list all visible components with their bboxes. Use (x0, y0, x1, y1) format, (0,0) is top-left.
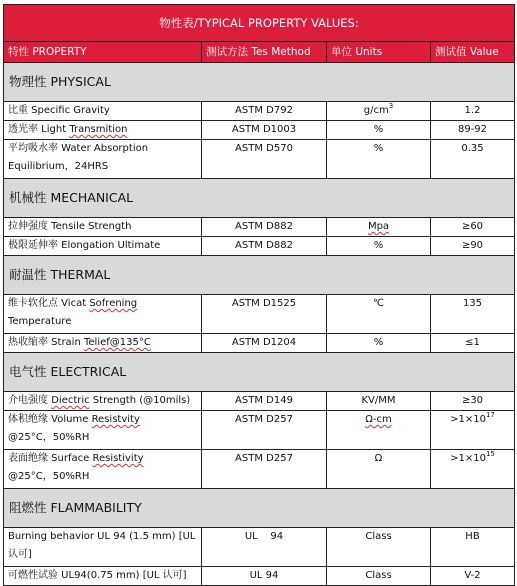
property-method: ASTM D882 (202, 237, 327, 256)
table-row (4, 121, 515, 140)
property-name: 拉伸强度 Tensile Strength (4, 218, 202, 237)
property-method: ASTM D1003 (202, 121, 327, 140)
property-method: ASTM D1204 (202, 334, 327, 353)
table-row (4, 295, 515, 334)
section-row-mechanical (4, 179, 515, 218)
section-title-thermal: 耐温性 THERMAL (4, 256, 515, 295)
property-unit: $g/cm^3$ (327, 102, 431, 121)
table-row (4, 334, 515, 353)
header-unit: 单位 Units (327, 42, 431, 63)
property-value: ≤1 (431, 334, 515, 353)
property-method: ASTM D792 (202, 102, 327, 121)
property-name: 平均吸水率 Water Absorption Equilibrium，24HRS (4, 140, 202, 179)
property-unit: KV/MM (327, 392, 431, 411)
property-method: ASTM D257 (202, 450, 327, 489)
section-row-thermal (4, 256, 515, 295)
table-row (4, 102, 515, 121)
property-unit: ℃ (327, 295, 431, 334)
property-name: Burning behavior UL 94 (1.5 mm) [UL 认可] (4, 528, 202, 567)
property-name: 表面绝缘 Surface Resistivity @25°C，50%RH (4, 450, 202, 489)
section-row-physical (4, 63, 515, 102)
section-title-electrical: 电气性 ELECTRICAL (4, 353, 515, 392)
property-value: V-2 (431, 567, 515, 586)
header-value: 测试值 Value (431, 42, 515, 63)
property-method: ASTM D1525 (202, 295, 327, 334)
property-unit: % (327, 334, 431, 353)
section-row-flammability (4, 489, 515, 528)
table-title: 物性表/TYPICAL PROPERTY VALUES: (4, 5, 515, 42)
header-property: 特性 PROPERTY (4, 42, 202, 63)
property-method: ASTM D882 (202, 218, 327, 237)
property-unit: % (327, 121, 431, 140)
property-value: 135 (431, 295, 515, 334)
property-table (3, 4, 515, 586)
table-row (4, 567, 515, 586)
section-title-physical: 物理性 PHYSICAL (4, 63, 515, 102)
property-unit: Ω (327, 450, 431, 489)
property-unit: Ω-cm (327, 411, 431, 450)
section-row-electrical (4, 353, 515, 392)
property-name: 比重 Specific Gravity (4, 102, 202, 121)
table-row (4, 218, 515, 237)
property-unit: % (327, 140, 431, 179)
property-method: UL 94 (202, 528, 327, 567)
property-unit: Mpa (327, 218, 431, 237)
property-method: UL 94 (202, 567, 327, 586)
property-method: ASTM D570 (202, 140, 327, 179)
property-unit: Class (327, 567, 431, 586)
property-name: 透光率 Light Transmition (4, 121, 202, 140)
table-row (4, 237, 515, 256)
table-title-row (4, 5, 515, 42)
property-unit: Class (327, 528, 431, 567)
property-name: 体积绝缘 Volume Resistvity @25°C，50%RH (4, 411, 202, 450)
property-name: 热收缩率 Strain Telief@135°C (4, 334, 202, 353)
property-name: 维卡软化点 Vicat Sofrening Temperature (4, 295, 202, 334)
section-title-mechanical: 机械性 MECHANICAL (4, 179, 515, 218)
property-name: 介电强度 Diectric Strength (@10mils) (4, 392, 202, 411)
table-row (4, 140, 515, 179)
property-method: ASTM D149 (202, 392, 327, 411)
table-row (4, 450, 515, 489)
property-value: $>1\times 10^{15}$ (431, 450, 515, 489)
property-value: 1.2 (431, 102, 515, 121)
property-value: 0.35 (431, 140, 515, 179)
property-value: $>1\times 10^{17}$ (431, 411, 515, 450)
header-row (4, 42, 515, 63)
header-method: 测试方法 Tes Method (202, 42, 327, 63)
property-value: ≥90 (431, 237, 515, 256)
property-unit: % (327, 237, 431, 256)
section-title-flammability: 阻燃性 FLAMMABILITY (4, 489, 515, 528)
property-method: ASTM D257 (202, 411, 327, 450)
property-value: HB (431, 528, 515, 567)
property-name: 极限延伸率 Elongation Ultimate (4, 237, 202, 256)
property-value: ≥60 (431, 218, 515, 237)
table-row (4, 392, 515, 411)
table-row (4, 411, 515, 450)
table-row (4, 528, 515, 567)
property-value: 89-92 (431, 121, 515, 140)
property-value: ≥30 (431, 392, 515, 411)
property-name: 可燃性试验 UL94(0.75 mm) [UL 认可] (4, 567, 202, 586)
